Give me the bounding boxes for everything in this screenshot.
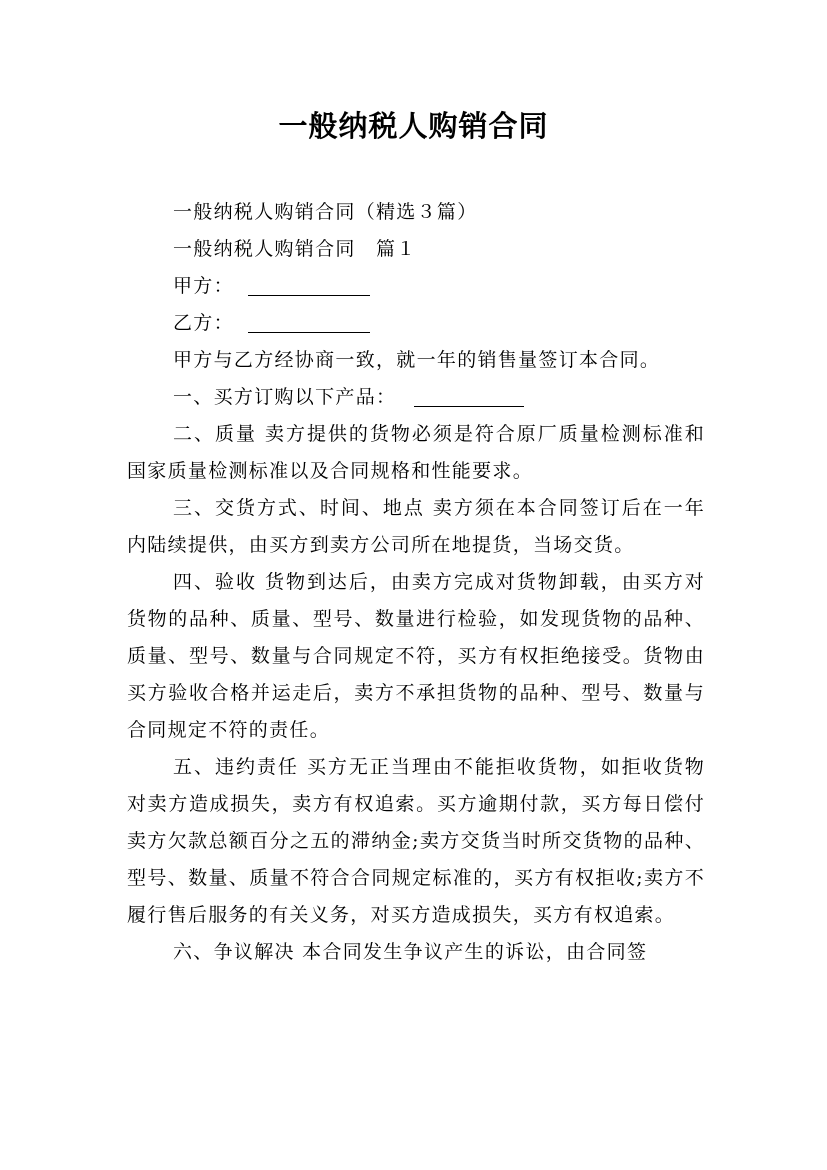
party-a-blank: [248, 273, 370, 296]
party-b-line: [127, 305, 705, 342]
clause-1-text: 一、买方订购以下产品：: [173, 386, 397, 408]
clause-5: 五、违约责任 买方无正当理由不能拒收货物，如拒收货物对卖方造成损失，卖方有权追索。买方逾期付款，买方每日偿付卖方欠款总额百分之五的滞纳金;卖方交货当时所交货物的品种、型号、数量、质量不符合合同规定标准的，买方有权拒收;卖方不履行售后服务的有关义务，对买方造成损失，买方有权追索。: [127, 756, 705, 926]
clause-6: 六、争议解决 本合同发生争议产生的诉讼，由合同签: [173, 941, 648, 963]
part-line: 一般纳税人购销合同 篇１: [173, 238, 417, 260]
clause-2: 二、质量 卖方提供的货物必须是符合原厂质量检测标准和国家质量检测标准以及合同规格和性能要求。: [127, 423, 705, 482]
party-b-label: 乙方：: [173, 312, 234, 334]
heading-line: 一般纳税人购销合同（精选３篇）: [173, 201, 478, 223]
party-a-line: [127, 268, 705, 305]
party-a-label: 甲方：: [173, 275, 234, 297]
clause-4: 四、验收 货物到达后，由卖方完成对货物卸载，由买方对货物的品种、质量、型号、数量进行检验，如发现货物的品种、质量、型号、数量与合同规定不符，买方有权拒绝接受。货物由买方验收合格并运走后，卖方不承担货物的品种、型号、数量与合同规定不符的责任。: [127, 571, 705, 741]
party-b-blank: [248, 310, 370, 333]
intro-paragraph: 甲方与乙方经协商一致，就一年的销售量签订本合同。: [173, 349, 661, 371]
clause-3: 三、交货方式、时间、地点 卖方须在本合同签订后在一年内陆续提供，由买方到卖方公司所在地提货，当场交货。: [127, 497, 705, 556]
document-body: [127, 194, 705, 971]
clause-1: [127, 379, 705, 416]
document-title: 一般纳税人购销合同: [278, 109, 549, 143]
product-blank: [414, 384, 524, 407]
